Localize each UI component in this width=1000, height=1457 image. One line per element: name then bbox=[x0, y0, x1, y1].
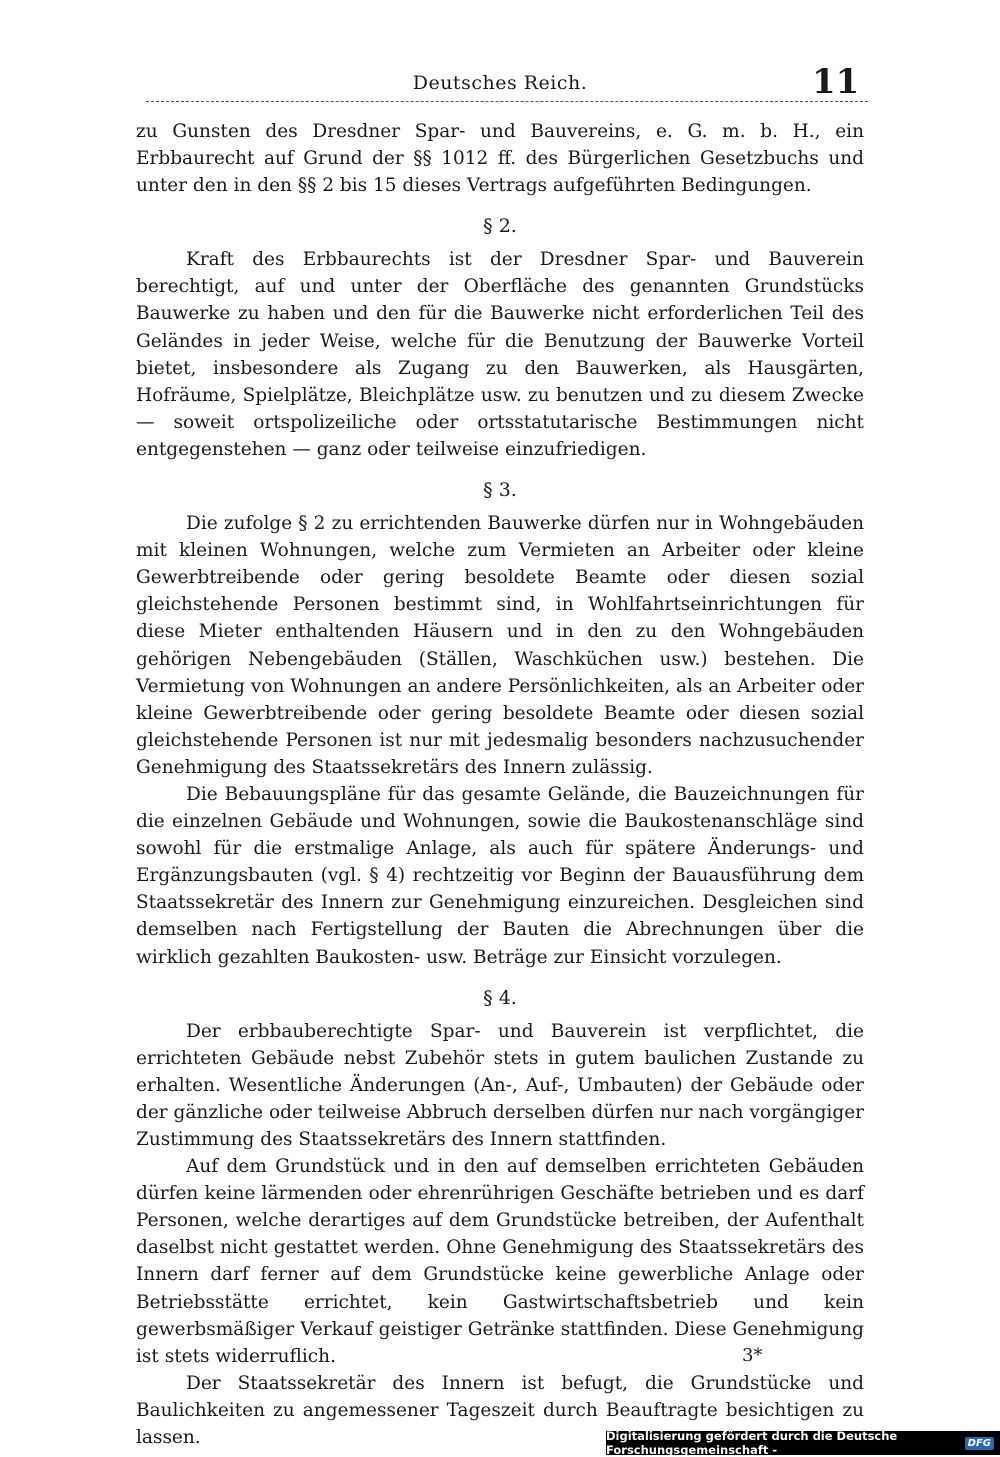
section-heading-4: § 4. bbox=[483, 986, 517, 1009]
section-heading-3: § 3. bbox=[483, 479, 517, 502]
header-rule bbox=[146, 101, 868, 102]
page-number: 11 bbox=[812, 62, 860, 102]
dfg-logo-icon: DFG bbox=[965, 1437, 994, 1450]
document-body bbox=[136, 118, 864, 1451]
opening-paragraph: zu Gunsten des Dresdner Spar- und Bauvereins, e. G. m. b. H., ein Erbbaurecht auf Grund der §§ 1012 ff. des Bürgerlichen Gesetzbuchs und unter den in den §§ 2 bis 15 dieses Vertrags aufgeführten Bedingungen. bbox=[136, 121, 864, 197]
running-title: Deutsches Reich. bbox=[412, 72, 588, 94]
section-3-paragraph: Die Bebauungspläne für das gesamte Gelände, die Bauzeichnungen für die einzelnen Gebäude und Wohnungen, sowie die Baukostenanschläge sind sowohl für die erstmalige Anlage, als auch für spätere Änderungs- und Ergänzungsbauten (vgl. § 4) rechtzeitig vor Beginn der Bauausführung dem Staatssekretär des Innern zur Genehmigung einzureichen. Desgleichen sind demselben nach Fertigstellung der Bauten die Abrechnungen über die wirklich gezahlten Baukosten- usw. Beträge zur Einsicht vorzulegen. bbox=[136, 783, 864, 968]
section-4-paragraph: Der Staatssekretär des Innern ist befugt, die Grundstücke und Baulichkeiten zu angemessener Tageszeit durch Beauftragte besichtigen zu lassen. bbox=[136, 1372, 864, 1449]
banner-text: Digitalisierung gefördert durch die Deutsche Forschungsgemeinschaft - bbox=[606, 1429, 898, 1457]
section-2-paragraph: Kraft des Erbbaurechts ist der Dresdner Spar- und Bauverein berechtigt, auf und unter der Oberfläche des genannten Grundstücks Bauwerke zu haben und den für die Bauwerke nicht erforderlichen Teil des Geländes in jeder Weise, welche für die Benutzung der Bauwerke Vorteil bietet, insbesondere als Zugang zu den Bauwerken, als Hausgärten, Hofräume, Spielplätze, Bleichplätze usw. zu benutzen und zu diesem Zwecke — soweit ortspolizeiliche oder ortsstatutarische Bestimmungen nicht entgegenstehen — ganz oder teilweise einzufriedigen. bbox=[136, 249, 864, 460]
section-heading-2: § 2. bbox=[483, 215, 517, 238]
section-3-paragraph: Die zufolge § 2 zu errichtenden Bauwerke dürfen nur in Wohngebäuden mit kleinen Wohnungen, welche zum Vermieten an Arbeiter oder kleine Gewerbtreibende oder gering besoldete Beamte oder diesen sozial gleichstehende Personen bestimmt sind, in Wohlfahrtseinrichtungen für diese Mieter enthaltenden Häusern und in den zu den Wohngebäuden gehörigen Nebengebäuden (Ställen, Waschküchen usw.) bestehen. Die Vermietung von Wohnungen an andere Persönlichkeiten, als an Arbeiter oder kleine Gewerbtreibende oder gering besoldete Beamte oder diesen sozial gleichstehende Personen ist nur mit jedesmalig besonders nachzusuchender Genehmigung des Staatssekretärs des Innern zulässig. bbox=[136, 513, 864, 778]
section-4-paragraph: Der erbbauberechtigte Spar- und Bauverein ist verpflichtet, die errichteten Gebäude nebst Zubehör stets in gutem baulichen Zustande zu erhalten. Wesentliche Änderungen (An-, Auf-, Umbauten) der Gebäude oder der gänzliche oder teilweise Abbruch derselben dürfen nur nach vorgängiger Zustimmung des Staatssekretärs des Innern stattfinden. bbox=[136, 1020, 864, 1150]
digitization-banner bbox=[606, 1431, 1000, 1455]
signature-mark: 3* bbox=[742, 1345, 763, 1366]
section-4-paragraph: Auf dem Grundstück und in den auf demselben errichteten Gebäuden dürfen keine lärmenden oder ehrenrührigen Geschäfte betrieben und es darf Personen, welche derartiges auf dem Grundstücke betreiben, der Aufenthalt daselbst nicht gestattet werden. Ohne Genehmigung des Staatssekretärs des Innern darf ferner auf dem Grundstücke keine gewerbliche Anlage oder Betriebsstätte errichtet, kein Gastwirtschaftsbetrieb und kein gewerbsmäßiger Verkauf geistiger Getränke stattfinden. Diese Genehmigung ist stets widerruflich. bbox=[136, 1156, 864, 1367]
